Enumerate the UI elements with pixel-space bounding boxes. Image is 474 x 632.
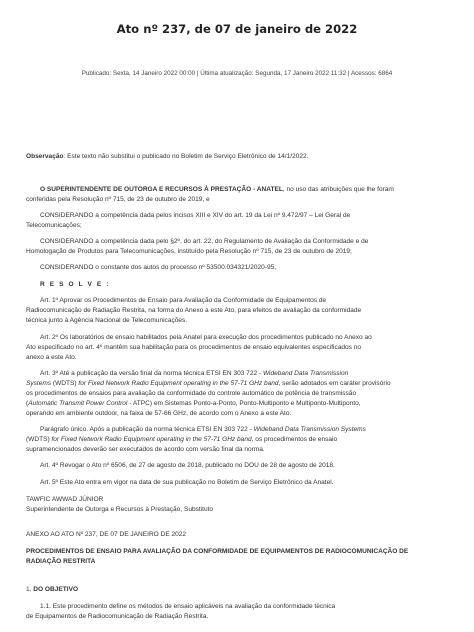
art2-line-2: Ato especificado no art. 4º mantêm sua habilitação para os procedimentos de ensaio equivalentes especificados no [26,344,362,351]
considerando-2-line-2: Homologação de Produtos para Telecomunicações, instituído pela Resolução nº 715, de 23 de outubro de 2019; [26,248,352,255]
paragraph-norm-title-a: Wideband Data Transmission Systems [253,426,366,433]
section-1-1-line-2: de Equipamentos de Radiocomunicação de Radiação Restrita. [26,613,209,620]
art4: Art. 4º Revogar o Ato nº 6506, de 27 de agosto de 2018, publicado no DOU de 28 de agosto de 2018. [40,462,335,469]
art3-atpc: Automatic Transmit Power Control [28,400,128,407]
art3-paren: ( [26,400,29,407]
art3-wdts: (WDTS) [51,380,79,387]
art3-line-4 [26,399,462,409]
considerando-3: CONSIDERANDO o constante dos autos do processo nº 53500.034321/2020-95, [40,264,277,271]
observation-label: Observação [26,153,64,160]
considerando-1-line-1: CONSIDERANDO a competência dada pelos incisos XIII e XIV do art. 19 da Lei nº 9.472/97 – Lei Geral de [40,212,351,219]
art3-text-c: - ATPC) em Sistemas Ponto-a-Ponto, Ponto-Multiponto e Multiponto-Multiponto, [127,400,361,407]
section-1-number: 1. [26,586,32,593]
art3-norm-title-a: Wideband Data Transmission [262,370,349,377]
paragraph-norm-title-b: for Fixed Network Radio Equipment operating in the 57-71 GHz band [51,436,252,443]
paragraph-line-2 [26,435,462,445]
observation-note [26,152,462,162]
art1-line-1: Art. 1º Aprovar os Procedimentos de Ensaio para Avaliação da Conformidade de Equipamentos de [40,297,327,304]
art3-line-2 [26,379,462,389]
art3-norm-title-c: for Fixed Network Radio Equipment operating in the 57-71 GHz band [78,380,279,387]
annex-title-line-1: PROCEDIMENTOS DE ENSAIO PARA AVALIAÇÃO DA CONFORMIDADE DE EQUIPAMENTOS DE RADIOCOMUNICAÇÃO DE [26,548,409,555]
publication-info: Publicado: Sexta, 14 Janeiro 2022 00:00 | Última atualização: Segunda, 17 Janeiro 2022 11:32 | Acessos: 6864 [81,70,393,77]
intro-line-2: conferidas pela Resolução nº 715, de 23 de outubro de 2019, e [26,196,210,203]
considerando-1-line-2: Telecomunicações; [26,222,82,229]
page-title: Ato nº 237, de 07 de janeiro de 2022 [116,22,358,36]
paragraph-line-1 [26,425,462,435]
art1-line-2: Radiocomunicação de Radiação Restrita, na forma do Anexo a este Ato, para efeitos de avaliação da conformidade [26,307,362,314]
art3-text-a: Art. 3º Até a publicação da versão final da norma técnica ETSI EN 303 722 - [40,370,263,377]
section-1-1-line-1: 1.1. Este procedimento define os métodos de ensaio aplicáveis na avaliação da conformidade técnica [40,603,336,610]
section-1-heading [26,585,462,595]
intro-authority: O SUPERINTENDENTE DE OUTORGA E RECURSOS À PRESTAÇÃO - ANATEL [40,186,283,193]
resolve-heading: R E S O L V E : [40,281,111,288]
intro-line-1 [26,185,462,195]
signature-role: Superintendente de Outorga e Recursos à Prestação, Substituto [26,506,214,513]
signature-name: TAWFIC AWWAD JÚNIOR [26,496,104,503]
art2-line-1: Art. 2º Os laboratórios de ensaio habilitados pela Anatel para execução dos procedimentos publicado no Anexo ao [40,334,372,341]
art3-norm-title-b: Systems [26,380,52,387]
art2-line-3: anexo a este Ato. [26,354,77,361]
intro-rest: , no uso das atribuições que lhe foram [282,186,394,193]
art3-line-3: os procedimentos de ensaios para avaliação da conformidade do controle automático de potência de transmissão [26,390,357,397]
paragraph-text-a: Parágrafo único. Após a publicação da norma técnica ETSI EN 303 722 - [40,426,254,433]
art3-line-1 [26,369,462,379]
art1-line-3: técnica junto à Agência Nacional de Telecomunicações. [26,317,188,324]
art5: Art. 5º Este Ato entra em vigor na data de sua publicação no Boletim de Serviço Eletrônico da Anatel. [40,479,334,486]
annex-heading: ANEXO AO ATO Nº 237, DE 07 DE JANEIRO DE 2022 [26,531,187,538]
section-1-title: DO OBJETIVO [33,586,79,593]
art3-line-5: operando em ambiente outdoor, na faixa de 57-66 GHz, de acordo com o Anexo a este Ato. [26,410,292,417]
paragraph-text-b: , os procedimentos de ensaio [251,436,338,443]
paragraph-line-3: supramencionados deverão ser executados de acordo com versão final da norma. [26,446,265,453]
considerando-2-line-1: CONSIDERANDO a competência dada pelo §2º, do art. 22, do Regulamento de Avaliação da Conformidade e de [40,238,369,245]
annex-title-line-2: RADIAÇÃO RESTRITA [26,558,96,565]
observation-text: : Este texto não substitui o publicado no Boletim de Serviço Eletrônico de 14/1/2022. [63,153,309,160]
art3-text-b: , serão adotados em caráter provisório [278,380,391,387]
paragraph-wdts: (WDTS) [26,436,52,443]
